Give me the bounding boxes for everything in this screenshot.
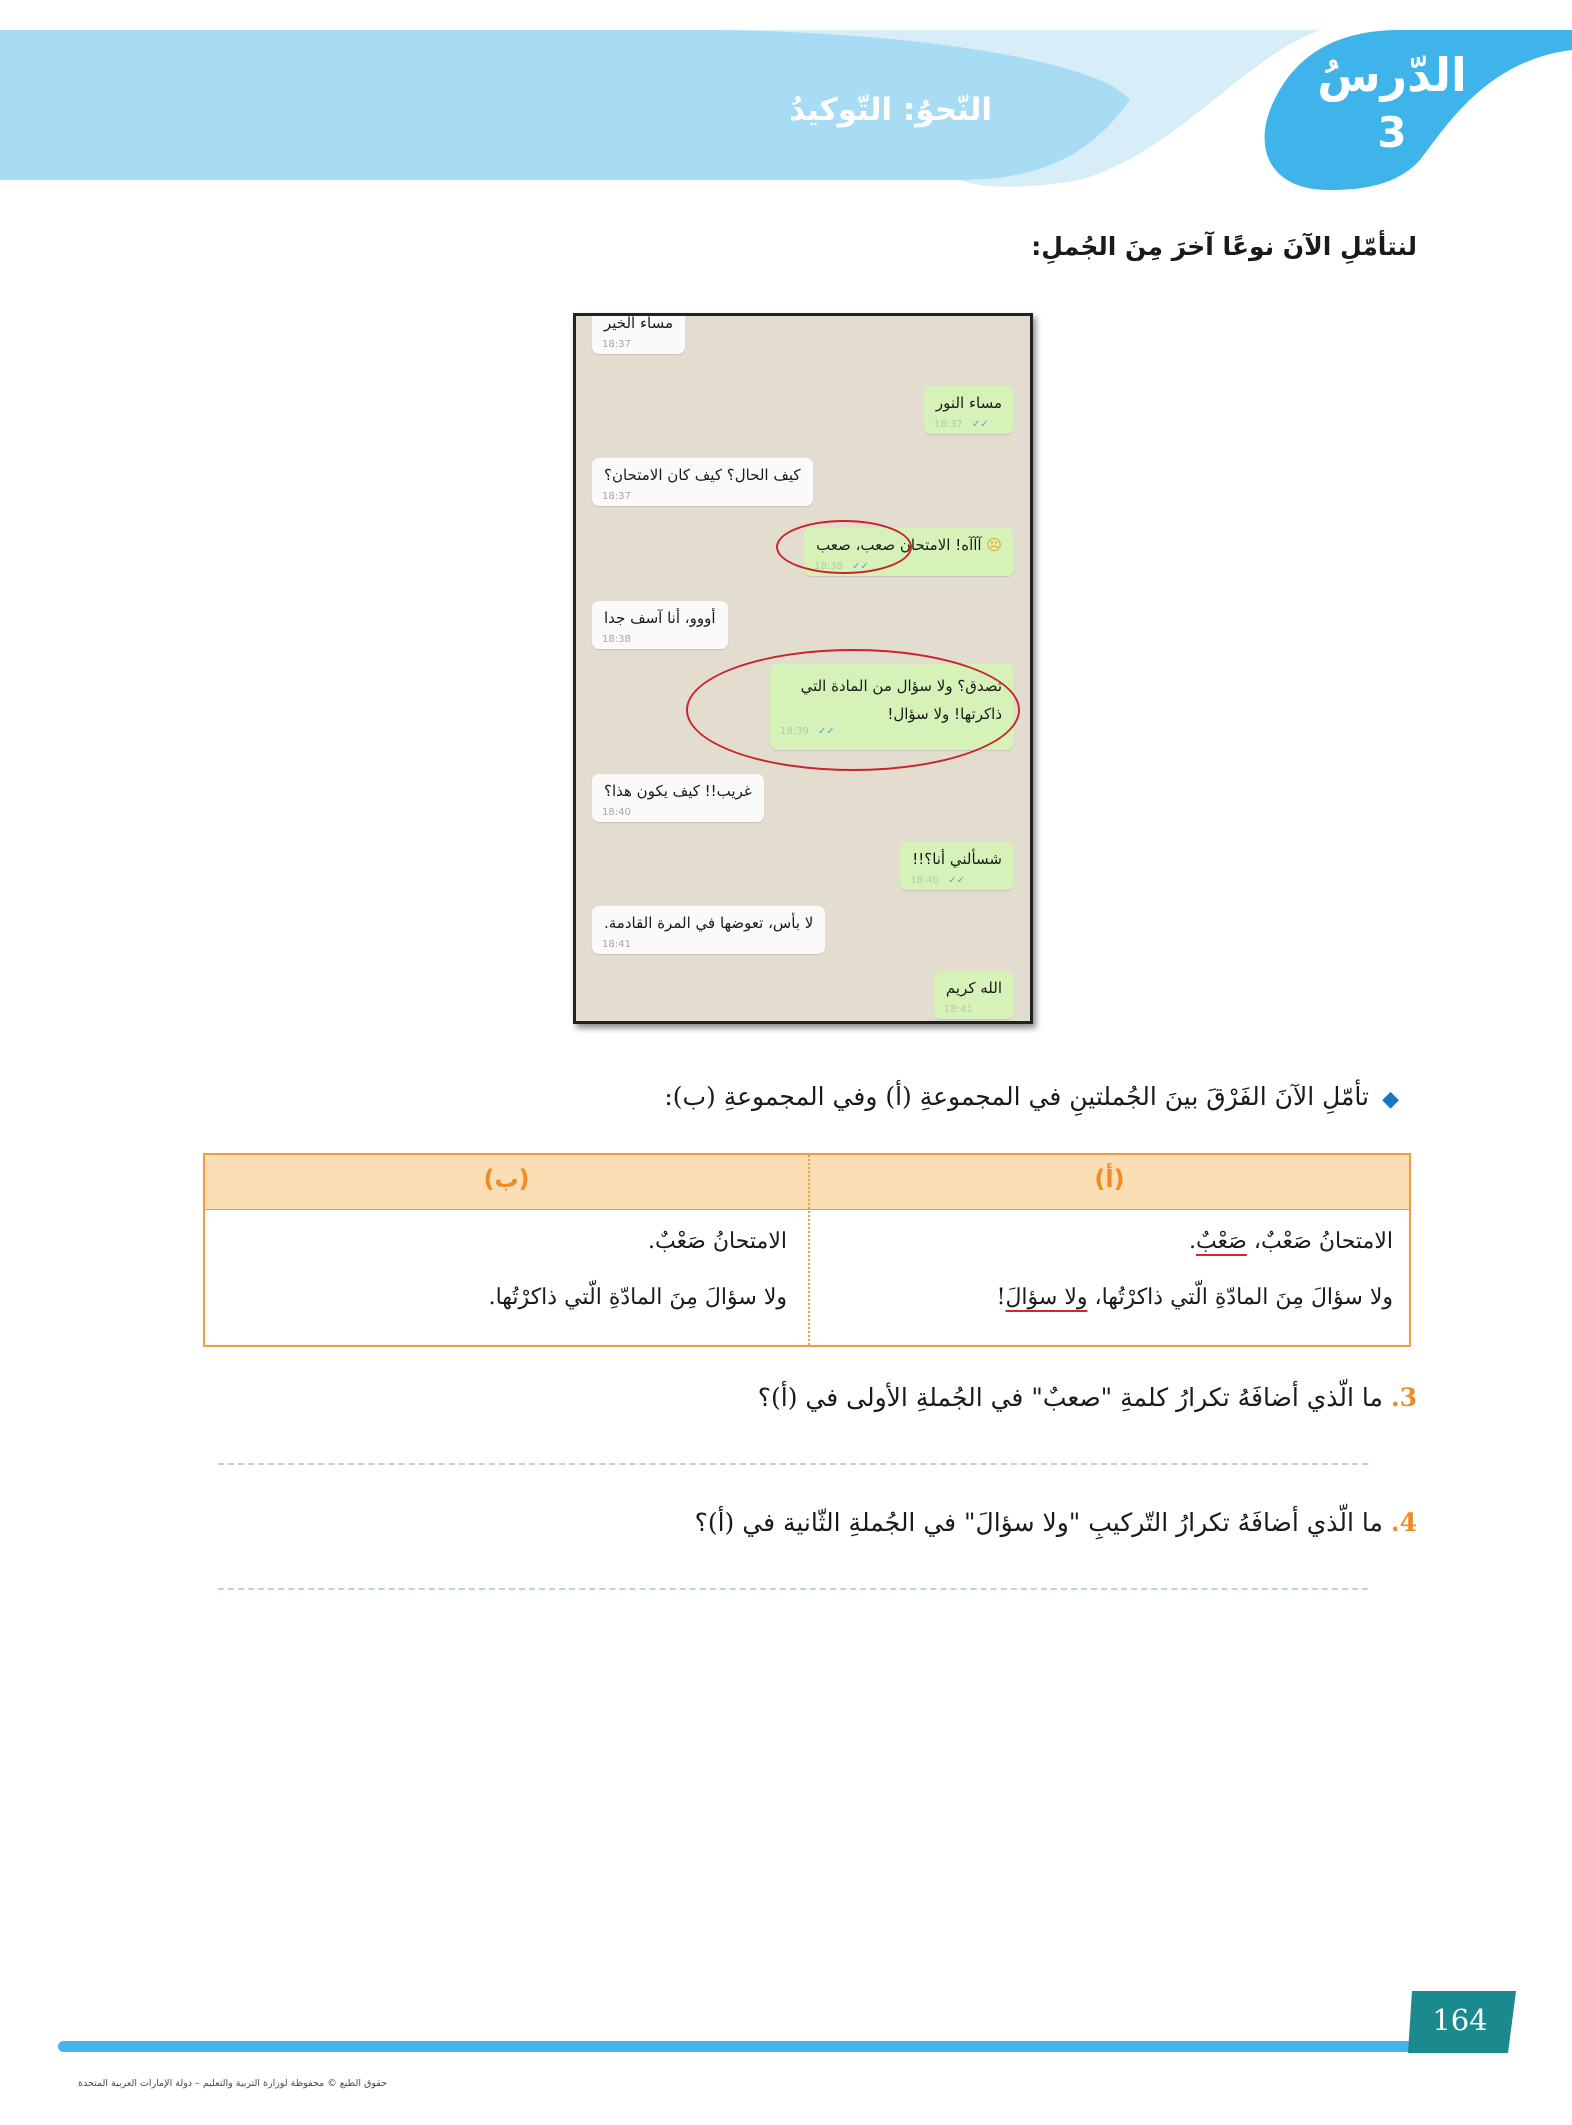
repeated-phrase: ولا سؤالَ (1005, 1285, 1088, 1310)
comparison-table (203, 1153, 1411, 1347)
repeated-word: صَعْبٌ (1195, 1229, 1247, 1254)
answer-line[interactable] (218, 1463, 1368, 1465)
double-check-icon: ✓✓ (818, 726, 835, 737)
chat-message-text: تصدق؟ ولا سؤال من المادة التي ذاكرتها! ولا سؤال! (800, 677, 1002, 723)
chat-message-time: 18:40 (910, 875, 940, 886)
column-a-title: (أ) (1094, 1165, 1125, 1193)
table-header-divider (205, 1209, 1409, 1210)
chat-message-text: مساء النور (935, 394, 1002, 412)
double-check-icon: ✓✓ (852, 561, 869, 572)
page-number: 164 (1432, 2003, 1488, 2037)
sentence-text: ولا سؤالَ مِنَ المادّةِ الّتي ذاكرْتُها، (1087, 1285, 1393, 1310)
chat-message-in (592, 313, 685, 354)
diamond-bullet-icon: ◆ (1382, 1087, 1399, 1112)
emoji-icon: ☹ (986, 536, 1002, 554)
chat-message-time: 18:37 (933, 419, 963, 430)
chat-message-time: 18:37 (602, 491, 631, 502)
chat-message-in (592, 906, 825, 954)
instruction-text: تأمّلِ الآنَ الفَرْقَ بينَ الجُملتينِ في المجموعةِ (أ) وفي المجموعةِ (ب): (664, 1082, 1369, 1111)
chat-message-out (934, 971, 1014, 1019)
chat-message-out (924, 386, 1014, 434)
double-check-icon: ✓✓ (971, 419, 989, 430)
lesson-number: 3 (1377, 108, 1407, 157)
question-3 (758, 1383, 1417, 1412)
chat-message-time: 18:39 (780, 726, 809, 737)
copyright-text: حقوق الطبع © محفوظة لوزارة التربية والتعليم – دولة الإمارات العربية المتحدة (78, 2078, 387, 2089)
chat-message-out (900, 842, 1014, 890)
chat-message-text: الله كريم (945, 979, 1002, 997)
chat-message-in (592, 458, 813, 506)
question-number: 3. (1390, 1383, 1417, 1412)
chat-message-time: 18:37 (602, 339, 631, 350)
highlight-oval (686, 649, 1020, 771)
sentence-punct: ! (996, 1285, 1006, 1310)
group-b-sentence-2: ولا سؤالَ مِنَ المادّةِ الّتي ذاكرْتُها. (488, 1285, 787, 1310)
chat-message-text: لا بأس، تعوضها في المرة القادمة. (604, 914, 814, 932)
chat-message-time: 18:38 (814, 561, 843, 572)
double-check-icon: ✓✓ (948, 875, 965, 886)
chat-message-text: غريب!! كيف يكون هذا؟ (604, 782, 752, 800)
answer-line[interactable] (218, 1588, 1368, 1590)
group-a-sentence-2 (997, 1285, 1393, 1310)
column-b-title: (ب) (483, 1165, 530, 1193)
group-a-sentence-1 (1189, 1229, 1393, 1254)
chat-message-time: 18:40 (602, 807, 631, 818)
sentence-text: الامتحانُ صَعْبٌ، (1246, 1229, 1393, 1254)
chat-message-in (592, 601, 728, 649)
sentence-punct: . (1188, 1229, 1196, 1254)
question-text: ما الّذي أضافَهُ تكرارُ كلمةِ "صعبٌ" في الجُملةِ الأولى في (أ)؟ (757, 1383, 1383, 1412)
lesson-title: النّحوُ: التّوكيدُ (789, 92, 992, 128)
question-number: 4. (1390, 1508, 1417, 1537)
footer-bar (58, 2041, 1413, 2052)
question-4 (695, 1508, 1417, 1537)
chat-message-text: مساء الخير (604, 314, 674, 332)
chat-message-time: 18:38 (602, 634, 631, 645)
lesson-label: الدّرسُ (1317, 48, 1467, 102)
chat-message-text: أووو، أنا آسف جدا (604, 609, 716, 627)
chat-message-time: 18:41 (943, 1004, 973, 1015)
chat-message-time: 18:41 (602, 939, 631, 950)
chat-message-text: شسألني أنا؟!! (912, 850, 1002, 868)
intro-text: لنتأمّلِ الآنَ نوعًا آخرَ مِنَ الجُملِ: (1031, 232, 1417, 261)
highlight-oval (776, 520, 912, 574)
chat-message-in (592, 774, 764, 822)
chat-message-text: آآآه! الامتحان صعب، صعب (816, 536, 982, 554)
question-text: ما الّذي أضافَهُ تكرارُ التّركيبِ "ولا سؤالَ" في الجُملةِ الثّانية في (أ)؟ (694, 1508, 1383, 1537)
chat-message-text: كيف الحال؟ كيف كان الامتحان؟ (604, 466, 801, 484)
chat-screenshot (573, 313, 1033, 1024)
group-b-sentence-1: الامتحانُ صَعْبٌ. (647, 1229, 787, 1254)
